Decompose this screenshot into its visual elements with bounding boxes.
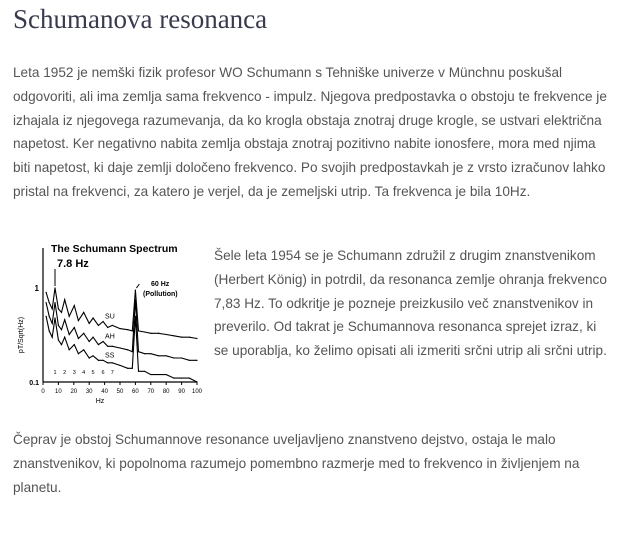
data-point-ah [61,329,62,330]
data-point-su [173,335,174,336]
spectrum-chart [13,240,201,405]
data-point-ss [127,368,128,369]
data-point-ah [49,316,50,317]
data-point-ss [69,349,70,350]
chart-title: The Schumann Spectrum [51,243,178,255]
x-tick-label: 30 [85,389,93,395]
data-point-ss [89,357,90,358]
data-point-ss [135,316,136,317]
data-point-ss [64,337,65,338]
data-point-ah [64,319,65,320]
data-point-ss [61,344,62,345]
data-point-ah [119,347,120,348]
pollution-annotation-hz: 60 Hz [151,281,170,288]
x-tick-label: 20 [70,389,78,395]
data-point-ah [135,299,136,300]
data-point-su [54,287,55,288]
data-point-ah [112,346,113,347]
data-point-ss [102,360,103,361]
mode-number-label: 5 [91,370,95,376]
data-point-ah [158,355,159,356]
y-tick-label-top: 1 [34,284,39,293]
data-point-su [92,317,93,318]
data-point-ss [138,371,139,372]
data-point-su [45,292,46,293]
data-point-ah [150,353,151,354]
data-point-ah [78,338,79,339]
data-point-ss [144,371,145,372]
data-point-su [74,305,75,306]
data-point-ss [49,330,50,331]
paragraph-discovery: Šele leta 1954 se je Schumann združil z drugim znanstvenikom (Herbert König) in potrdil, da resonanca zemlje ohranja frekvenco 7,83 Hz. To odkritje je pozneje preizkusilo več znanstvenikov in preverilo. Od takrat je Schumannova resonanca sprejet izraz, ki se uporablja, ko želimo opisati ali izmeriti srčni utrip ali srčni utrip. [214,248,607,359]
paragraph-conclusion: Čeprav je obstoj Schumannove resonance uveljavljeno znanstveno dejstvo, ostaja le malo znanstvenikov, ki popolnoma razumejo pomembno razmerje med to frekvenco in življenjem na planetu. [13,432,580,495]
x-tick-label: 40 [101,389,108,395]
paragraph-intro: Leta 1952 je nemški fizik profesor WO Schumann s Tehniške univerze v Münchnu poskušal odgovoriti, ali ima zemlja sama frekvenco - impulz. Njegova predpostavka o obstoju te frekvence je izhajala iz njegovega razumevanja, da ko krogla obstaja znotraj druge krogle, se ustvari električna napetost. Ker negativno nabita zemlja obstaja znotraj pozitivno nabite ionosfere, mora med njima biti napetost, ki daje zemlji določeno frekvenco. Po svojih predpostavkah je z vrsto izračunov lahko pristal na frekvenci, za katero je verjel, da je zemeljski utrip. Ta frekvenca je bila 10Hz. [13,65,607,199]
data-point-ss [98,360,99,361]
data-point-ah [98,344,99,345]
mode-number-label: 4 [82,370,86,376]
y-axis-label: pT/Sqrt(Hz) [18,316,25,354]
data-point-ah [107,346,108,347]
data-point-su [144,331,145,332]
data-point-su [64,299,65,300]
data-point-ss [132,368,133,369]
data-point-su [166,334,167,335]
data-point-ah [89,341,90,342]
x-tick-label: 100 [191,389,203,395]
data-point-su [69,316,70,317]
data-point-su [127,329,128,330]
data-point-su [52,308,53,309]
mode-number-label: 2 [63,370,67,376]
data-point-su [119,328,120,329]
data-point-ss [189,378,190,379]
data-point-ah [166,355,167,356]
x-tick-label: 60 [132,389,139,395]
x-tick-label: 70 [147,389,155,395]
data-point-su [102,321,103,322]
schumann-spectrum-figure [13,240,201,405]
data-point-ss [173,378,174,379]
data-point-ah [127,349,128,350]
data-point-ah [45,302,46,303]
data-point-su [158,333,159,334]
data-point-ss [45,316,46,317]
data-point-su [61,312,62,313]
data-point-ss [119,365,120,366]
page-title: Schumanova resonanca [13,4,268,34]
data-point-ah [173,357,174,358]
data-point-ah [196,360,197,361]
data-point-su [89,323,90,324]
data-point-ss [158,374,159,375]
x-axis-label: Hz [95,398,105,405]
data-point-su [181,337,182,338]
series-label: AH [105,333,115,341]
data-point-ah [69,334,70,335]
series-label: SU [105,313,115,321]
data-point-ah [138,351,139,352]
data-point-su [196,338,197,339]
x-tick-label: 90 [178,389,185,395]
data-point-su [49,302,50,303]
x-tick-label: 10 [55,389,62,395]
data-point-ss [181,378,182,379]
x-tick-label: 80 [162,389,170,395]
data-point-ss [83,349,84,350]
data-point-ah [52,323,53,324]
data-point-su [135,289,136,290]
mode-number-label: 3 [72,370,76,376]
data-point-ss [52,337,53,338]
data-point-ah [74,327,75,328]
data-point-ah [92,337,93,338]
mode-number-label: 6 [101,370,105,376]
mode-number-label: 7 [110,370,114,376]
data-point-ss [107,362,108,363]
y-tick-label-bottom: 0.1 [29,380,39,387]
data-point-su [150,333,151,334]
peak-label: 7.8 Hz [57,258,89,270]
data-point-ah [102,341,103,342]
data-point-su [189,337,190,338]
data-point-su [107,327,108,328]
data-point-su [83,312,84,313]
data-point-ah [181,357,182,358]
data-point-ss [166,374,167,375]
data-point-su [112,325,113,326]
mode-number-label: 1 [53,370,57,376]
data-point-ah [58,325,59,326]
series-label: SS [105,352,115,360]
data-point-ss [196,381,197,382]
data-point-ss [74,344,75,345]
data-point-ah [144,353,145,354]
data-point-ss [150,374,151,375]
data-point-ss [92,355,93,356]
x-tick-label: 50 [116,389,124,395]
data-point-ah [83,333,84,334]
pollution-annotation-text: (Pollution) [143,291,178,298]
figure-background [13,240,201,405]
data-point-ah [189,360,190,361]
data-point-su [132,330,133,331]
data-point-ss [58,339,59,340]
data-point-su [98,325,99,326]
data-point-ss [112,362,113,363]
data-point-su [138,330,139,331]
data-point-ss [78,353,79,354]
data-point-su [58,308,59,309]
data-point-su [78,320,79,321]
x-tick-label: 0 [41,389,45,395]
data-point-ah [54,302,55,303]
data-point-ss [54,317,55,318]
